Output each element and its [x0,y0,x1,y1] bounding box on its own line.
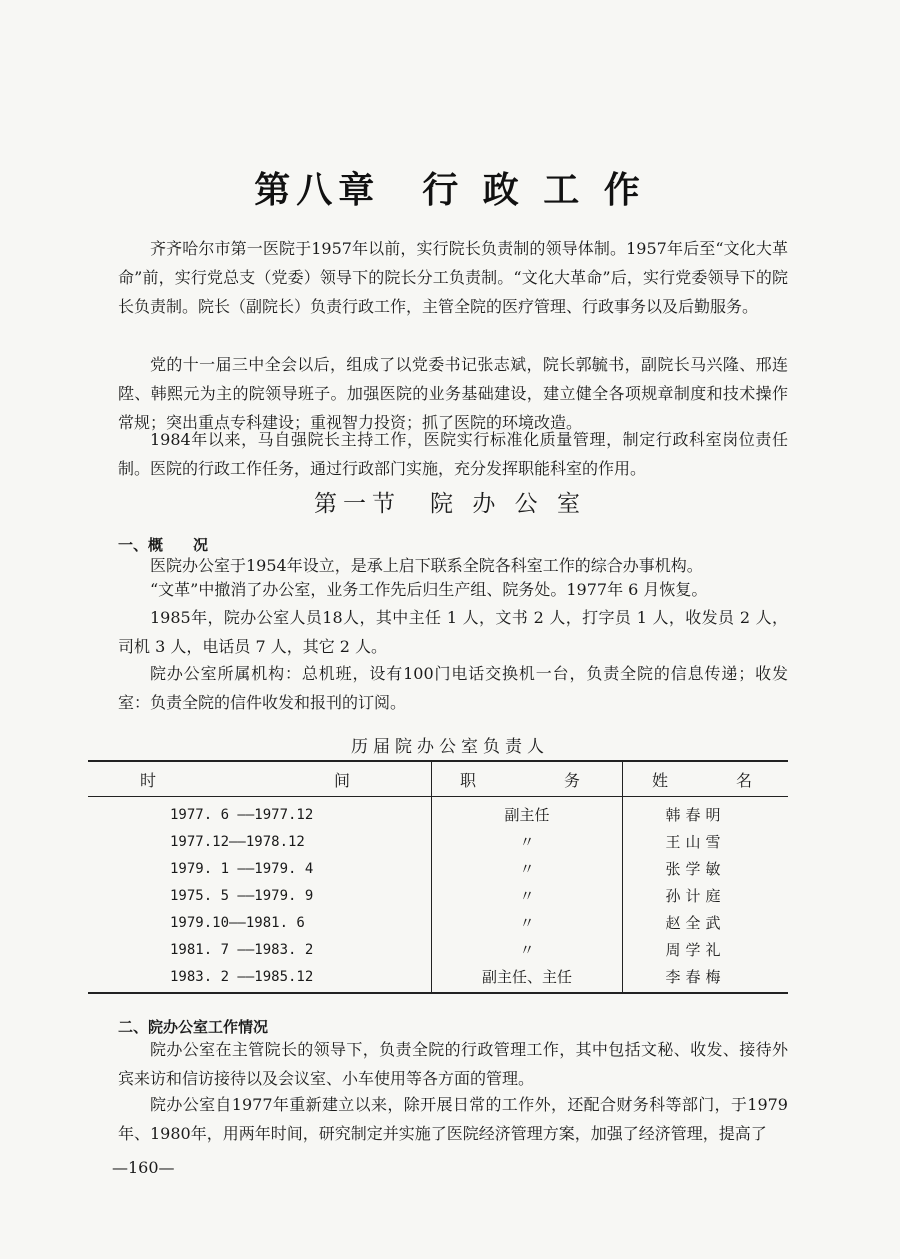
row-4-post: 〃 [519,887,535,905]
overview-paragraph-4: 院办公室所属机构：总机班，设有100门电话交换机一台，负责全院的信息传递；收发室：负责全院的信件收发和报刊的订阅。 [118,664,788,712]
row-1-name: 韩春明 [665,806,726,824]
table-title: 历届院办公室负责人 [351,737,549,757]
header-post-char-1: 职 [460,771,477,790]
row-3-post: 〃 [519,860,535,878]
row-5-post: 〃 [519,914,535,932]
row-1-time: 1977. 6 ——1977.12 [170,807,314,823]
row-7-time: 1983. 2 ——1985.12 [170,969,314,985]
header-post [460,768,580,792]
work-heading: 二、院办公室工作情况 [118,1018,269,1036]
row-2-time: 1977.12——1978.12 [170,834,305,850]
row-3-time: 1979. 1 ——1979. 4 [170,861,314,877]
row-6-post: 〃 [519,941,535,959]
intro-paragraph-2: 党的十一届三中全会以后，组成了以党委书记张志斌，院长郭毓书，副院长马兴隆、邢连陞、韩熙元为主的院领导班子。加强医院的业务基础建设，建立健全各项规章制度和技术操作常规；突出重点专科建设；重视智力投资；抓了医院的环境改造。 [118,355,788,432]
row-3-name: 张学敏 [665,860,726,878]
row-6-name: 周学礼 [665,941,726,959]
row-1-post: 副主任 [504,806,550,824]
table-top-rule [88,760,788,762]
header-time-char-2: 间 [333,771,350,790]
table-bottom-rule [88,992,788,994]
header-name [652,768,752,792]
work-paragraph-1: 院办公室在主管院长的领导下，负责全院的行政管理工作，其中包括文秘、收发、接待外宾来访和信访接待以及会议室、小车使用等各方面的管理。 [118,1040,788,1088]
overview-paragraph-1: 医院办公室于1954年设立，是承上启下联系全院各科室工作的综合办事机构。 [150,556,703,575]
row-5-time: 1979.10——1981. 6 [170,915,305,931]
header-time [140,768,350,792]
row-2-post: 〃 [519,833,535,851]
row-7-name: 李春梅 [665,968,726,986]
overview-paragraph-2: “文革”中撤消了办公室，业务工作先后归生产组、院务处。1977年 6 月恢复。 [150,580,708,599]
overview-heading: 一、概 况 [118,536,209,554]
header-time-char-1: 时 [140,771,157,790]
header-name-char-1: 姓 [652,771,669,790]
section-title: 第一节 院 办 公 室 [314,491,586,517]
intro-paragraph-1: 齐齐哈尔市第一医院于1957年以前，实行院长负责制的领导体制。1957年后至“文化大革命”前，实行党总支（党委）领导下的院长分工负责制。“文化大革命”后，实行党委领导下的院长负责制。院长（副院长）负责行政工作，主管全院的医疗管理、行政事务以及后勤服务。 [118,239,788,316]
overview-paragraph-3: 1985年，院办公室人员18人，其中主任 1 人，文书 2 人，打字员 1 人，收发员 2 人，司机 3 人，电话员 7 人，其它 2 人。 [118,608,788,656]
page-number: —160— [112,1158,175,1177]
row-2-name: 王山雪 [665,833,726,851]
row-5-name: 赵全武 [665,914,726,932]
row-4-name: 孙计庭 [665,887,726,905]
row-7-post: 副主任、主任 [481,968,572,986]
row-6-time: 1981. 7 ——1983. 2 [170,942,314,958]
header-name-char-2: 名 [735,771,752,790]
intro-paragraph-3: 1984年以来，马自强院长主持工作，医院实行标准化质量管理，制定行政科室岗位责任制。医院的行政工作任务，通过行政部门实施，充分发挥职能科室的作用。 [118,430,788,478]
chapter-title: 第八章 行 政 工 作 [254,170,646,211]
work-paragraph-2: 院办公室自1977年重新建立以来，除开展日常的工作外，还配合财务科等部门，于1979年、1980年，用两年时间，研究制定并实施了医院经济管理方案，加强了经济管理，提高了 [118,1095,788,1143]
row-4-time: 1975. 5 ——1979. 9 [170,888,314,904]
table-header-rule [88,796,788,797]
header-post-char-2: 务 [563,771,580,790]
